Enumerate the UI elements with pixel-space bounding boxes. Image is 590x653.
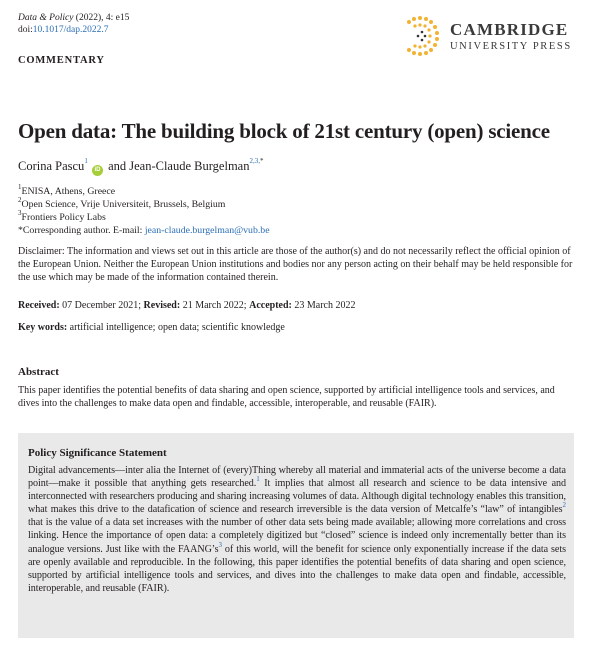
affiliation-text: Open Science, Vrije Universiteit, Brussels, Belgium xyxy=(21,199,226,210)
orcid-icon[interactable]: iD xyxy=(92,165,103,176)
affiliation xyxy=(18,185,270,198)
author-name[interactable]: Jean-Claude Burgelman xyxy=(129,159,250,173)
author-name[interactable]: Corina Pascu xyxy=(18,159,85,173)
corresponding-label: *Corresponding author. E-mail: xyxy=(18,225,143,236)
policy-significance-box xyxy=(18,433,574,638)
article-title: Open data: The building block of 21st century (open) science xyxy=(18,119,550,143)
doi-link[interactable]: 10.1017/dap.2022.7 xyxy=(32,25,109,35)
affiliation-number: 1 xyxy=(18,183,22,191)
corresponding-author xyxy=(18,224,270,237)
policy-text-part: that is the value of a data set increases with the number of other data sets being made available; allowing more correlations and cross linking. Hence the importance of open data: a completely digitized but “closed” science is indeed only incrementally better than its analogue versions. Just like with the FAANG’s xyxy=(28,517,566,555)
affiliation xyxy=(18,198,270,211)
accepted-label: Accepted: xyxy=(249,300,292,311)
affiliation-number: 2 xyxy=(18,196,22,204)
article-type: COMMENTARY xyxy=(18,55,105,66)
policy-text-part: of this world, will the benefit for science only exponentially increase if the data sets are openly available and reproducible. In the following, this paper identifies the potential benefits of data sharing and open science, supported by artificial intelligence tools and services, and dives into the challenges to make data open and findable, accessible, interoperable, and reusable (FAIR). xyxy=(28,543,566,594)
cambridge-shield-icon xyxy=(398,14,442,58)
corresponding-mark: * xyxy=(259,157,264,165)
journal-citation: (2022), 4: e15 xyxy=(75,13,130,23)
policy-text-part: It implies that almost all research and science to be data intensive and interconnected with researchers producing and sharing increasing volumes of data. Although digital technology enables this transition, what makes this drive to the datafication of science and research irreversible is the data version of Metcalfe’s “law” of intangibles xyxy=(28,478,567,516)
footnote-ref[interactable]: 2 xyxy=(562,501,566,510)
keywords-text: artificial intelligence; open data; scientific knowledge xyxy=(69,322,285,333)
revised-label: Revised: xyxy=(143,300,181,311)
policy-text-part: Digital advancements—inter alia the Internet of (every)Thing whereby all material and immaterial acts of the universe become a data point—make it possible that anything gets researched. xyxy=(28,465,566,490)
received-date: 07 December 2021; xyxy=(62,300,142,311)
journal-header xyxy=(18,12,129,36)
revised-date: 21 March 2022; xyxy=(182,300,247,311)
doi-prefix: doi: xyxy=(18,25,33,35)
author-line xyxy=(18,159,263,176)
abstract-text: This paper identifies the potential benefits of data sharing and open science, supported by artificial intelligence tools and services, and dives into the challenges to make data open and findable, accessible, interoperable, and reusable (FAIR). xyxy=(18,385,555,409)
keywords xyxy=(18,322,285,333)
policy-heading: Policy Significance Statement xyxy=(28,447,167,459)
affiliation-text: ENISA, Athens, Greece xyxy=(21,186,116,197)
affiliations xyxy=(18,185,270,237)
journal-citation-line xyxy=(18,12,129,24)
doi-line xyxy=(18,24,129,36)
footnote-ref[interactable]: 1 xyxy=(256,475,260,484)
publisher-subtitle: UNIVERSITY PRESS xyxy=(450,41,572,52)
author-affiliation-ref[interactable]: 1 xyxy=(84,157,88,165)
received-label: Received: xyxy=(18,300,60,311)
publisher-logo xyxy=(398,14,576,58)
affiliation-number: 3 xyxy=(18,209,22,217)
footnote-ref[interactable]: 3 xyxy=(218,540,222,549)
affiliation xyxy=(18,211,270,224)
policy-text xyxy=(28,464,566,595)
email-link[interactable]: jean-claude.burgelman@vub.be xyxy=(144,225,270,236)
disclaimer: Disclaimer: The information and views set out in this article are those of the author(s) and do not necessarily reflect the official opinion of the European Union. Neither the European Union institutions and bodies nor any person acting on their behalf may be held responsible for the use which may be made of the information contained therein. xyxy=(18,246,573,283)
author-conjunction: and xyxy=(108,159,127,173)
keywords-label: Key words: xyxy=(18,322,68,333)
journal-name: Data & Policy xyxy=(18,13,74,23)
affiliation-text: Frontiers Policy Labs xyxy=(21,212,106,223)
article-dates xyxy=(18,300,355,311)
publisher-name: CAMBRIDGE xyxy=(450,20,569,39)
author-affiliation-ref[interactable]: 2,3, xyxy=(249,157,260,165)
abstract-heading: Abstract xyxy=(18,366,59,378)
accepted-date: 23 March 2022 xyxy=(294,300,356,311)
